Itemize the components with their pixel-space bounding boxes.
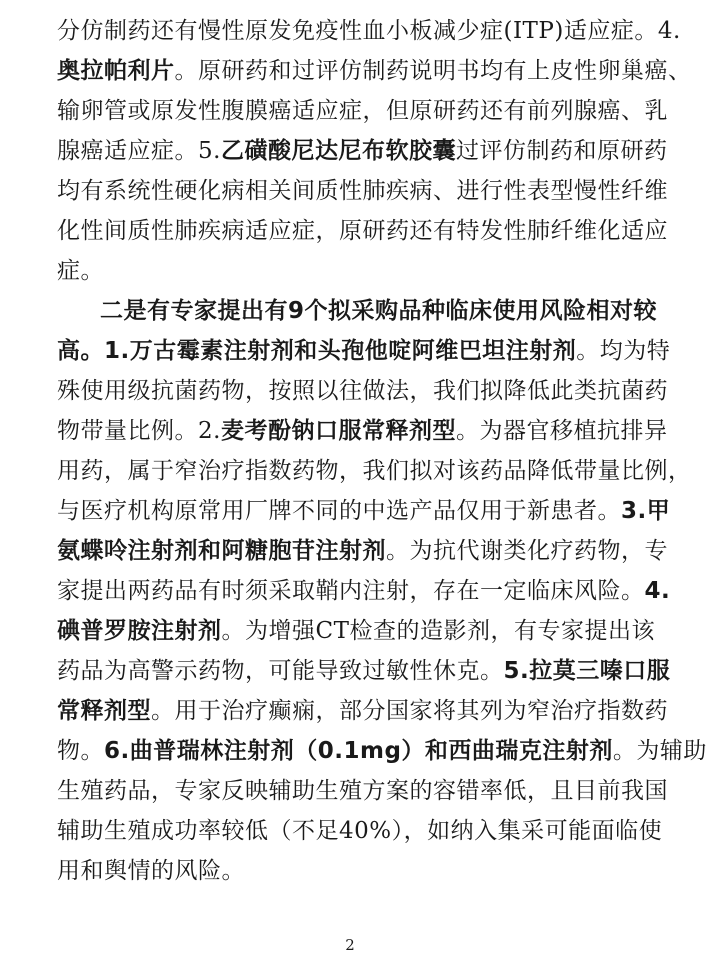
- bold-text-segment: 6.曲普瑞林注射剂（0.1mg）和西曲瑞克注射剂: [104, 738, 613, 764]
- text-segment: 家提出两药品有时须采取鞘内注射，存在一定临床风险。: [57, 578, 645, 604]
- text-line: [57, 415, 668, 447]
- bold-text-segment: 氨蝶呤注射剂和阿糖胞苷注射剂: [57, 538, 386, 564]
- bold-text-segment: 奥拉帕利片: [57, 58, 175, 84]
- text-segment: 生殖药品，专家反映辅助生殖方案的容错率低，且目前我国: [57, 778, 668, 804]
- text-segment: 。均为特: [576, 338, 671, 364]
- text-line: [57, 95, 668, 127]
- text-segment: 腺癌适应症。5.: [57, 138, 221, 164]
- text-segment: 与医疗机构原常用厂牌不同的中选产品仅用于新患者。: [57, 498, 621, 524]
- text-segment: 均有系统性硬化病相关间质性肺疾病、进行性表型慢性纤维: [57, 178, 668, 204]
- text-segment: 物。: [57, 738, 104, 764]
- text-segment: 分仿制药还有慢性原发免疫性血小板减少症(ITP)适应症。4.: [57, 18, 681, 44]
- bold-text-segment: 3.甲: [621, 498, 671, 524]
- text-line: [57, 215, 668, 247]
- text-segment: 物带量比例。2.: [57, 418, 221, 444]
- text-segment: 症。: [57, 258, 104, 284]
- text-line: [57, 855, 627, 887]
- bold-text-segment: 1.万古霉素注射剂和头孢他啶阿维巴坦注射剂: [104, 338, 577, 364]
- text-line: [57, 135, 668, 167]
- text-line: [57, 455, 692, 487]
- text-line: [57, 175, 668, 207]
- bold-text-segment: 常释剂型: [57, 698, 151, 724]
- text-line: [57, 575, 671, 607]
- text-line: [57, 55, 692, 87]
- text-line: [100, 295, 658, 327]
- text-segment: 殊使用级抗菌药物，按照以往做法，我们拟降低此类抗菌药: [57, 378, 668, 404]
- text-segment: 用药，属于窄治疗指数药物，我们拟对该药品降低带量比例，: [57, 458, 692, 484]
- text-line: [57, 15, 681, 47]
- text-line: [57, 535, 668, 567]
- bold-text-segment: 5.拉莫三嗪口服: [503, 658, 671, 684]
- text-line: [57, 775, 668, 807]
- text-line: [57, 735, 707, 767]
- text-segment: 。为辅助: [612, 738, 707, 764]
- text-segment: 化性间质性肺疾病适应症，原研药还有特发性肺纤维化适应: [57, 218, 668, 244]
- text-line: [57, 615, 655, 647]
- text-line: [57, 695, 668, 727]
- text-line: [57, 335, 671, 367]
- page-number: 2: [345, 936, 355, 954]
- text-line: [57, 495, 671, 527]
- bold-text-segment: 高。: [57, 338, 104, 364]
- text-segment: 。为增强CT检查的造影剂，有专家提出该: [221, 618, 655, 644]
- text-line: [57, 375, 668, 407]
- text-line: [57, 255, 627, 287]
- text-segment: 。原研药和过评仿制药说明书均有上皮性卵巢癌、: [174, 58, 692, 84]
- text-line: [57, 815, 663, 847]
- bold-text-segment: 二是有专家提出有9个拟采购品种临床使用风险相对较: [100, 298, 658, 324]
- text-segment: 。为器官移植抗排异: [455, 418, 668, 444]
- bold-text-segment: 碘普罗胺注射剂: [57, 618, 222, 644]
- text-segment: 药品为高警示药物，可能导致过敏性休克。: [57, 658, 504, 684]
- text-segment: 。用于治疗癫痫，部分国家将其列为窄治疗指数药: [151, 698, 668, 724]
- text-segment: 输卵管或原发性腹膜癌适应症，但原研药还有前列腺癌、乳: [57, 98, 668, 124]
- text-segment: 辅助生殖成功率较低（不足40%），如纳入集采可能面临使: [57, 818, 663, 844]
- bold-text-segment: 4.: [644, 578, 671, 604]
- text-line: [57, 655, 671, 687]
- text-segment: 过评仿制药和原研药: [455, 138, 668, 164]
- text-segment: 用和舆情的风险。: [57, 858, 245, 884]
- text-segment: 。为抗代谢类化疗药物，专: [386, 538, 668, 564]
- bold-text-segment: 麦考酚钠口服常释剂型: [220, 418, 456, 444]
- bold-text-segment: 乙磺酸尼达尼布软胶囊: [220, 138, 456, 164]
